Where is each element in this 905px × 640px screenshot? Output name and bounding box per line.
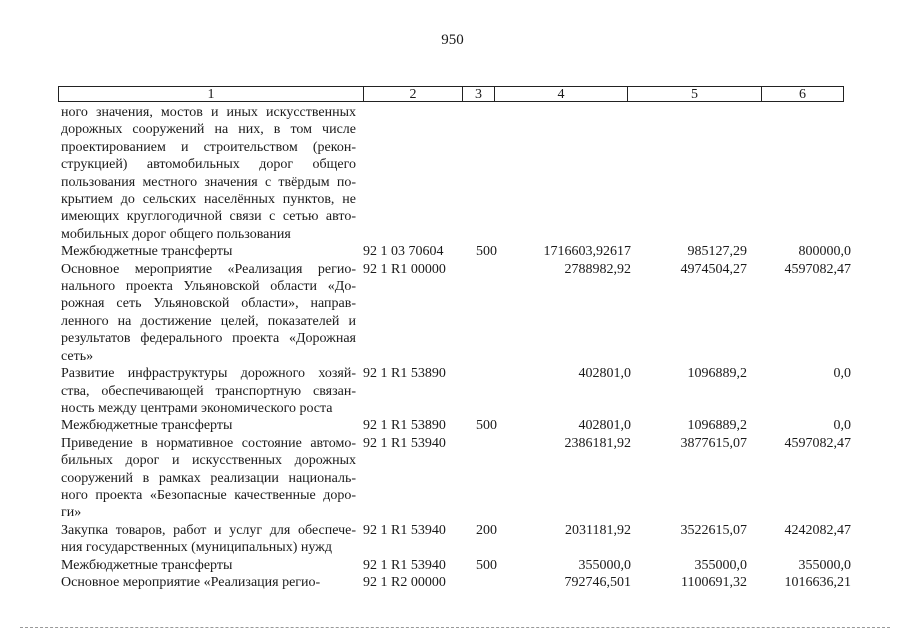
description-line: мобильных дорог общего пользования <box>61 226 291 242</box>
table-row <box>58 574 858 591</box>
row-description <box>58 574 356 591</box>
row-value-col6: 4242082,47 <box>784 522 851 538</box>
row-description <box>58 243 356 260</box>
row-value-col5: 985127,29 <box>687 244 747 260</box>
description-line: Приведение в нормативное состояние автомо- <box>61 435 356 451</box>
row-expense-type: 500 <box>476 418 497 434</box>
table-row <box>58 417 858 434</box>
description-line: струкцией) автомобильных дорог общего <box>61 157 356 173</box>
description-line: Основное мероприятие «Реализация регио- <box>61 574 321 590</box>
row-code: 92 1 R1 53940 <box>363 522 446 538</box>
row-description <box>58 365 356 417</box>
description-line: крытием до сельских населённых пунктов, не <box>61 192 356 208</box>
page-number: 950 <box>441 32 464 48</box>
row-expense-type: 500 <box>476 244 497 260</box>
row-value-col4: 1716603,92617 <box>543 244 631 260</box>
row-value-col5: 355000,0 <box>694 557 747 573</box>
row-value-col6: 0,0 <box>833 418 851 434</box>
row-code: 92 1 R1 00000 <box>363 261 446 277</box>
row-value-col5: 4974504,27 <box>680 261 747 277</box>
table-row <box>58 365 858 417</box>
row-code: 92 1 R1 53890 <box>363 366 446 382</box>
description-line: пользования местного значения с твёрдым по- <box>61 174 356 190</box>
description-line: Закупка товаров, работ и услуг для обеспече- <box>61 522 356 538</box>
table-body <box>58 104 858 591</box>
row-value-col5: 3877615,07 <box>680 435 747 451</box>
description-line: сооружений в рамках реализации националь- <box>61 470 356 486</box>
header-col-4: 4 <box>495 87 628 101</box>
row-value-col6: 4597082,47 <box>784 435 851 451</box>
row-code: 92 1 R1 53940 <box>363 557 446 573</box>
table-row <box>58 557 858 574</box>
row-description <box>58 104 356 243</box>
description-line: ность между центрами экономического роста <box>61 400 333 416</box>
row-expense-type: 200 <box>476 522 497 538</box>
row-value-col4: 2031181,92 <box>565 522 631 538</box>
row-code: 92 1 R1 53890 <box>363 418 446 434</box>
description-line: ного проекта «Безопасные качественные доро- <box>61 487 356 503</box>
row-value-col6: 355000,0 <box>798 557 851 573</box>
row-value-col4: 402801,0 <box>578 418 631 434</box>
description-line: бильных дорог и искусственных дорожных <box>61 453 356 469</box>
row-description <box>58 261 356 365</box>
row-description <box>58 417 356 434</box>
description-line: Основное мероприятие «Реализация регио- <box>61 261 356 277</box>
table-row <box>58 261 858 365</box>
description-line: нального проекта Ульяновской области «До- <box>61 279 356 295</box>
row-value-col4: 2386181,92 <box>564 435 631 451</box>
description-line: Межбюджетные трансферты <box>61 418 233 434</box>
description-line: ного значения, мостов и иных искусственных <box>61 105 356 120</box>
description-line: Межбюджетные трансферты <box>61 244 233 260</box>
row-value-col6: 800000,0 <box>798 244 851 260</box>
row-description <box>58 435 356 522</box>
row-description <box>58 557 356 574</box>
description-line: имеющих круглогодичной связи с сетью авто- <box>61 209 356 225</box>
description-line: Межбюджетные трансферты <box>61 557 233 573</box>
row-value-col4: 402801,0 <box>578 366 631 382</box>
header-col-6: 6 <box>799 87 806 102</box>
row-code: 92 1 R2 00000 <box>363 574 446 590</box>
row-value-col5: 1100691,32 <box>681 574 747 590</box>
row-value-col5: 1096889,2 <box>687 366 747 382</box>
row-value-col5: 1096889,2 <box>687 418 747 434</box>
description-line: ленного на достижение целей, показателей и <box>61 313 356 329</box>
description-line: ги» <box>61 505 82 521</box>
table-row <box>58 522 858 557</box>
description-line: ния государственных (муниципальных) нужд <box>61 540 332 556</box>
header-col-1: 1 <box>59 87 364 101</box>
row-code: 92 1 R1 53940 <box>363 435 446 451</box>
row-value-col4: 355000,0 <box>578 557 631 573</box>
row-value-col5: 3522615,07 <box>680 522 747 538</box>
header-col-5: 5 <box>628 87 762 101</box>
table-row <box>58 104 858 243</box>
row-value-col6: 4597082,47 <box>784 261 851 277</box>
description-line: результатов федерального проекта «Дорожная <box>61 331 356 347</box>
description-line: дорожных сооружений на них, в том числе <box>61 122 356 138</box>
description-line: проектированием и строительством (рекон- <box>61 139 356 155</box>
header-col-2: 2 <box>364 87 463 101</box>
row-expense-type: 500 <box>476 557 497 573</box>
description-line: ства, обеспечивающей транспортную связан- <box>61 383 356 399</box>
page-bottom-edge <box>20 627 890 628</box>
description-line: Развитие инфраструктуры дорожного хозяй- <box>61 366 356 382</box>
row-value-col6: 1016636,21 <box>784 574 851 590</box>
table-row <box>58 435 858 522</box>
header-col-3: 3 <box>463 87 495 101</box>
row-value-col6: 0,0 <box>833 366 851 382</box>
row-value-col4: 792746,501 <box>564 574 631 590</box>
table-row <box>58 243 858 260</box>
row-value-col4: 2788982,92 <box>564 261 631 277</box>
description-line: сеть» <box>61 348 94 364</box>
table-header <box>58 86 844 102</box>
row-code: 92 1 03 70604 <box>363 244 444 260</box>
description-line: рожная сеть Ульяновской области», направ- <box>61 296 356 312</box>
row-description <box>58 522 356 557</box>
